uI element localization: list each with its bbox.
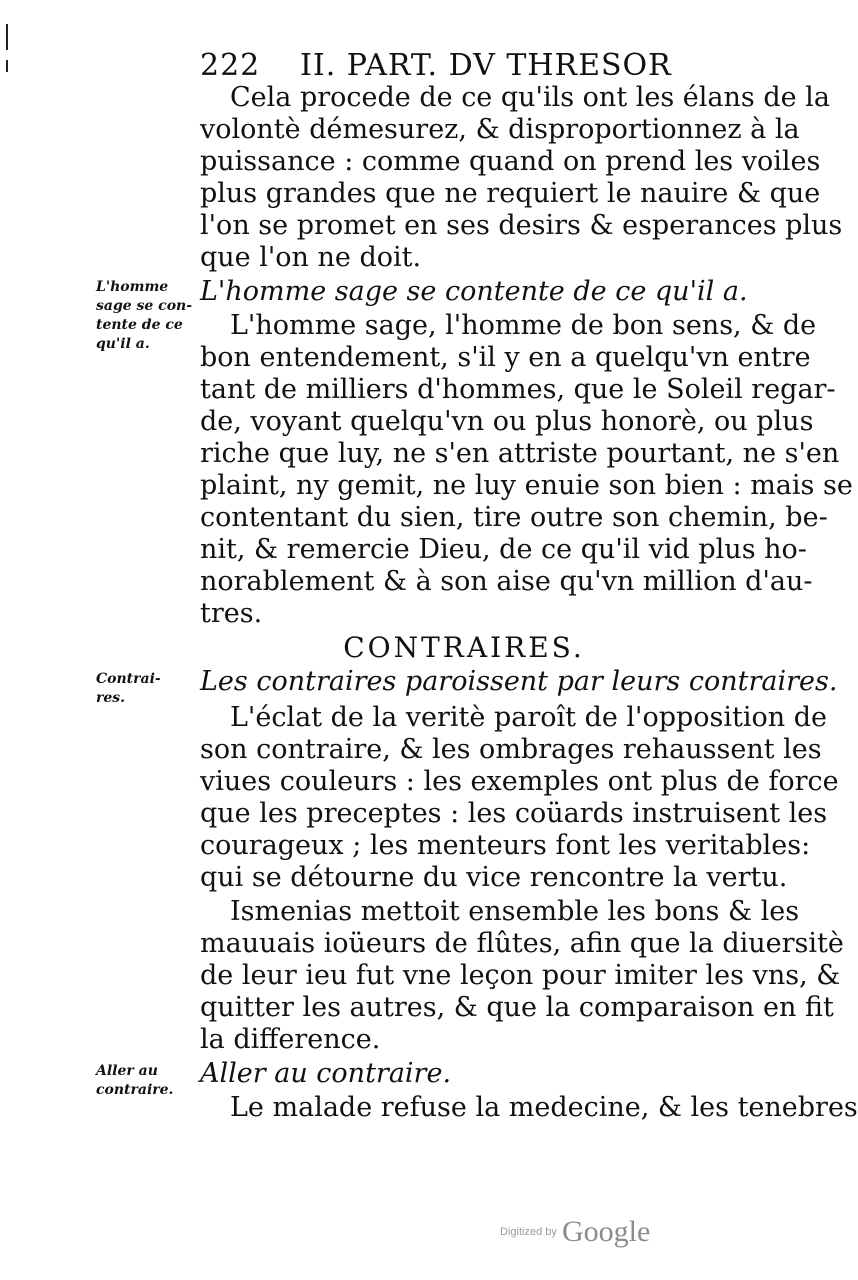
- text-line: contentant du sien, tire outre son chemin, be-: [200, 502, 828, 533]
- text-line: tres.: [200, 598, 263, 629]
- section-heading: Les contraires paroissent par leurs contraires.: [200, 666, 838, 697]
- text-line: que l'on ne doit.: [200, 242, 422, 273]
- margin-note-line: qu'il a.: [96, 336, 150, 352]
- section-heading: L'homme sage se contente de ce qu'il a.: [200, 276, 748, 307]
- text-line: plus grandes que ne requiert le nauire & que: [200, 178, 821, 209]
- chapter-title: CONTRAIRES.: [343, 631, 585, 664]
- margin-note-line: res.: [96, 690, 126, 706]
- margin-note: [96, 670, 192, 708]
- text-line: riche que luy, ne s'en attriste pourtant, ne s'en: [200, 438, 840, 469]
- watermark-prefix: Digitized by: [500, 1226, 557, 1238]
- text-line: de, voyant quelqu'vn ou plus honorè, ou plus: [200, 406, 814, 437]
- text-line: puissance : comme quand on prend les voiles: [200, 146, 821, 177]
- text-line: nit, & remercie Dieu, de ce qu'il vid plus ho-: [200, 534, 807, 565]
- text-line: Cela procede de ce qu'ils ont les élans de la: [230, 82, 830, 113]
- margin-note-line: contraire.: [96, 1082, 174, 1098]
- margin-note-line: L'homme: [96, 279, 169, 295]
- margin-note-line: Contrai-: [96, 671, 161, 687]
- text-line: tant de milliers d'hommes, que le Soleil regar-: [200, 374, 836, 405]
- text-line: Le malade refuse la medecine, & les tenebres: [230, 1092, 858, 1123]
- page-number: 222: [200, 48, 261, 83]
- running-title: II. PART. DV THRESOR: [300, 48, 672, 83]
- text-line: bon entendement, s'il y en a quelqu'vn entre: [200, 342, 811, 373]
- running-header: [200, 48, 730, 84]
- text-line: plaint, ny gemit, ne luy enuie son bien : mais se: [200, 470, 853, 501]
- section-heading: Aller au contraire.: [200, 1058, 452, 1089]
- margin-note-line: tente de ce: [96, 317, 183, 333]
- text-line: qui se détourne du vice rencontre la vertu.: [200, 862, 788, 893]
- text-line: L'homme sage, l'homme de bon sens, & de: [230, 310, 817, 341]
- page-edge-mark: [6, 60, 8, 72]
- text-line: que les preceptes : les coüards instruisent les: [200, 798, 828, 829]
- margin-note: [96, 278, 192, 354]
- text-line: viues couleurs : les exemples ont plus de force: [200, 766, 839, 797]
- margin-note-line: sage se con-: [96, 298, 193, 314]
- margin-note: [96, 1062, 192, 1100]
- text-line: L'éclat de la veritè paroît de l'opposition de: [230, 702, 828, 733]
- margin-note-line: Aller au: [96, 1063, 158, 1079]
- page-edge-mark: [6, 24, 8, 50]
- watermark-brand: Google: [561, 1215, 651, 1248]
- text-line: de leur ieu fut vne leçon pour imiter les vns, &: [200, 960, 841, 991]
- digitized-watermark: [500, 1215, 650, 1255]
- text-line: mauuais ioüeurs de flûtes, afin que la diuersitè: [200, 928, 844, 959]
- text-line: son contraire, & les ombrages rehaussent les: [200, 734, 822, 765]
- text-line: volontè démesurez, & disproportionnez à la: [200, 114, 800, 145]
- text-line: Ismenias mettoit ensemble les bons & les: [230, 896, 800, 927]
- text-line: l'on se promet en ses desirs & esperances plus: [200, 210, 843, 241]
- text-line: la difference.: [200, 1024, 381, 1055]
- text-line: courageux ; les menteurs font les veritables:: [200, 830, 811, 861]
- text-line: quitter les autres, & que la comparaison en fit: [200, 992, 834, 1023]
- text-line: norablement & à son aise qu'vn million d'au-: [200, 566, 813, 597]
